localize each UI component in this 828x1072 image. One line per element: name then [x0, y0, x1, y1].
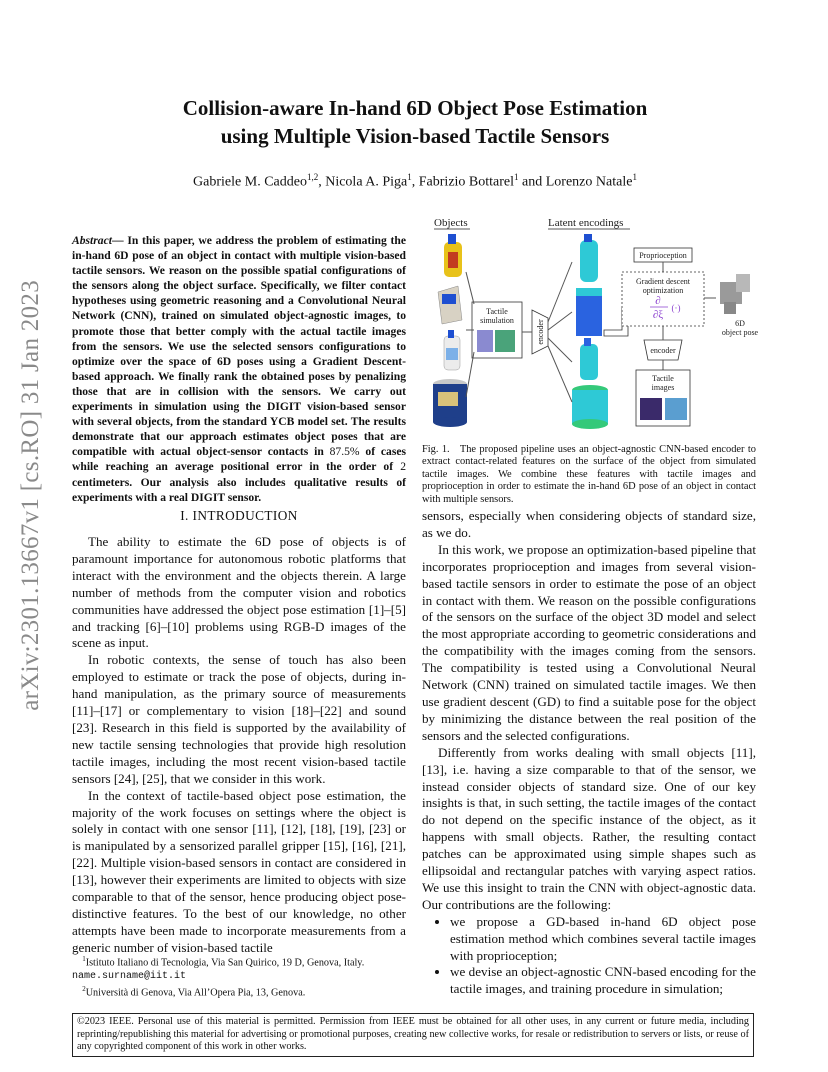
abstract — [72, 233, 406, 505]
abstract-text: of cases while reaching an average positional error in the order of — [72, 445, 406, 474]
paragraph: Differently from works dealing with small objects [11], [13], i.e. having a size comparable to that of the sensor, we instead consider objects of standard size. One of our key insights is that, in such setting, the tactile images of the contact do not depend on the specific instance of the object, as it happens with small objects. Rather, the resulting contact patches can be approximated using simple shapes such as ellipsoidal and rectangular patches with varying aspect ratios. We use this insight to train the CNN with object-agnostic data. Our contributions are the following: — [422, 744, 756, 912]
paragraph: The ability to estimate the 6D pose of objects is of paramount importance for autonomous robotic platforms that interact with the environment and the objects therein. A large number of methods from the computer vision and robotics communities have addressed the object pose estimation [1]–[5] and tracking [6]–[10] problems using RGB-D images of the scene as input. — [72, 534, 406, 651]
title-line-1: Collision-aware In-hand 6D Object Pose Estimation — [182, 96, 648, 120]
left-column-body — [72, 534, 406, 957]
encoder-vertical-label: encoder — [536, 319, 545, 345]
tactile-sim-image — [495, 330, 515, 352]
abstract-dash: — — [111, 234, 128, 247]
pipeline-figure — [422, 212, 760, 437]
copyright-notice: ©2023 IEEE. Personal use of this material is permitted. Permission from IEEE must be obtained for all other uses, in any current or future media, including reprinting/republishing this material for advertising or promotional purposes, creating new collective works, for resale or redistribution to servers or lists, or reuse of any copyrighted component of this work in other works. — [72, 1013, 754, 1057]
author-separator: and — [518, 174, 546, 190]
footnote-text: Università di Genova, Via All’Opera Pia, 13, Genova. — [85, 987, 306, 999]
bleach-bottle-object — [444, 330, 460, 370]
output-label-1: 6D — [735, 319, 745, 328]
author-separator: , — [411, 174, 419, 190]
paragraph: In this work, we propose an optimization-based pipeline that incorporates proprioception and images from several vision-based tactile sensors in order to estimate the pose of an object in contact with them. We reason on the possible configurations of the sensors on the surface of the object 3D model and select the most appropriate according to geometric considerations and the compatibility with the images coming from the sensors. The compatibility is tested using a Convolutional Neural Network (CNN) trained on simulated tactile images. We then use gradient descent (GD) to find a suitable pose for the object by minimizing the distance between the real position of the sensors and the selected configurations. — [422, 541, 756, 743]
proprioception-label: Proprioception — [639, 251, 687, 260]
arrow — [548, 346, 572, 402]
cracker-box-object — [438, 286, 462, 324]
list-item: • we propose a GD-based in-hand 6D object pose estimation method which combines several tactile images with proprioception; — [450, 914, 756, 965]
encoder-right-label: encoder — [650, 346, 676, 355]
arrow — [466, 352, 474, 397]
paragraph: In robotic contexts, the sense of touch has also been employed to estimate or track the pose of objects, during in-hand manipulation, as the primary source of measurements [11]–[17] or complementary to vision [18]–[22] and sound [23]. Research in this field is supported by the availability of new tactile sensing technologies that provide high resolution tactile images, including the most recent vision-based tactile sensors [24], [25], that we consider in this work. — [72, 652, 406, 786]
latent-can — [572, 385, 608, 429]
partial-argument: (·) — [671, 303, 681, 313]
paper-title — [120, 94, 710, 150]
list-item: • we devise an object-agnostic CNN-based encoding for the tactile images, and training procedure in simulation; — [450, 964, 756, 998]
right-column-body — [422, 508, 756, 998]
partial-symbol: ∂ — [655, 295, 661, 307]
author-name: Gabriele M. Caddeo — [193, 174, 307, 190]
abstract-percentage: 87.5% — [329, 445, 360, 459]
section-heading: I. INTRODUCTION — [180, 508, 298, 523]
tactile-sim-image — [477, 330, 493, 352]
caption-text: The proposed pipeline uses an object-agnostic CNN-based encoder to extract contact-related features on the surface of the object from simulated tactile images. We combine these features with tactile images and proprioception in order to estimate the in-hand 6D pose of an object in contact with multiple sensors. — [422, 444, 756, 505]
arrow — [548, 312, 572, 330]
tactile-sim-label-1: Tactile — [486, 307, 508, 316]
figure-label: Fig. 1. — [422, 444, 450, 455]
footnote-text: Istituto Italiano di Tecnologia, Via San Quirico, 19 D, Genova, Italy. — [85, 957, 365, 969]
abstract-text: In this paper, we address the problem of estimating the in-hand 6D pose of an object in contact with multiple vision-based tactile sensors. We reason on the possible spatial configurations of the sensors along the object surface. Specifically, we filter contact hypotheses using geometric reasoning and a Convolutional Neural Network (CNN), trained on simulated object-agnostic images, to promote those that better comply with the actual tactile images from the sensors. We use the selected sensors configurations to optimize over the space of 6D poses using a Gradient Descent-based approach. We finally rank the obtained poses by penalizing those that are in collision with the sensors. We carry out experiments in simulation using the DIGIT vision-based sensor with several objects, from the standard YCB model set. The results demonstrate that our approach estimates object poses that are compatible with actual object-sensor contacts in — [72, 234, 406, 459]
gd-label-1: Gradient descent — [636, 277, 690, 286]
footnotes — [72, 953, 406, 1000]
author-name: Nicola A. Piga — [325, 174, 408, 190]
contributions-list — [422, 914, 756, 999]
paragraph-continued: sensors, especially when considering objects of standard size, as we do. — [422, 508, 756, 540]
objects-label: Objects — [434, 217, 468, 229]
author-list — [100, 172, 730, 191]
tactile-image — [665, 398, 687, 420]
arrow — [466, 272, 474, 304]
arrow — [548, 262, 572, 322]
author-affiliation: 1 — [632, 172, 637, 182]
author-separator: , — [318, 174, 326, 190]
email-address: name.surname@iit.it — [72, 971, 187, 983]
footnote-marker: 2 — [82, 985, 86, 994]
output-label-2: object pose — [721, 328, 759, 337]
mustard-bottle-object — [444, 234, 462, 277]
coffee-can-object — [433, 379, 467, 427]
robot-hand-output — [720, 274, 750, 314]
paragraph: In the context of tactile-based object pose estimation, the majority of the work focuses on settings where the object is solely in contact with one sensor [11], [12], [18], [19], [23] or is manipulated by a sensorized parallel gripper [15], [16], [21], [22]. Multiple vision-based sensors in contact are considered in [13], however their experiments are limited to objects with size comparable to that of the sensor, hence producing object pose-distinctive features. To the best of our knowledge, no other attempts have been made to incorporate measurements from a generic number of vision-based tactile — [72, 787, 406, 955]
latent-mustard — [580, 234, 598, 282]
abstract-lead: Abstract — [72, 234, 112, 247]
abstract-text: centimeters. Our analysis also includes qualitative results of experiments with a real DIGIT sensor. — [72, 475, 406, 504]
figure-caption — [422, 444, 756, 506]
partial-xi: ∂ξ — [652, 309, 664, 321]
title-line-2: using Multiple Vision-based Tactile Sensors — [220, 124, 610, 148]
author-name: Lorenzo Natale — [545, 174, 633, 190]
latent-bleach — [580, 338, 598, 380]
gd-label-2: optimization — [642, 286, 684, 295]
arxiv-stamp — [8, 279, 54, 711]
arxiv-stamp-text: arXiv:2301.13667v1 [cs.RO] 31 Jan 2023 — [17, 279, 44, 711]
latent-label: Latent encodings — [548, 217, 624, 229]
tactile-images-label-2: images — [651, 383, 675, 392]
author-affiliation: 1 — [407, 172, 412, 182]
author-affiliation: 1,2 — [306, 172, 319, 182]
tactile-sim-label-2: simulation — [480, 316, 514, 325]
arrow — [548, 338, 572, 362]
footnote-marker: 1 — [82, 955, 86, 963]
latent-box — [576, 288, 602, 336]
tactile-images-label-1: Tactile — [652, 374, 674, 383]
author-name: Fabrizio Bottarel — [418, 174, 515, 190]
tactile-image — [640, 398, 662, 420]
abstract-number: 2 — [400, 460, 406, 474]
author-affiliation: 1 — [514, 172, 519, 182]
